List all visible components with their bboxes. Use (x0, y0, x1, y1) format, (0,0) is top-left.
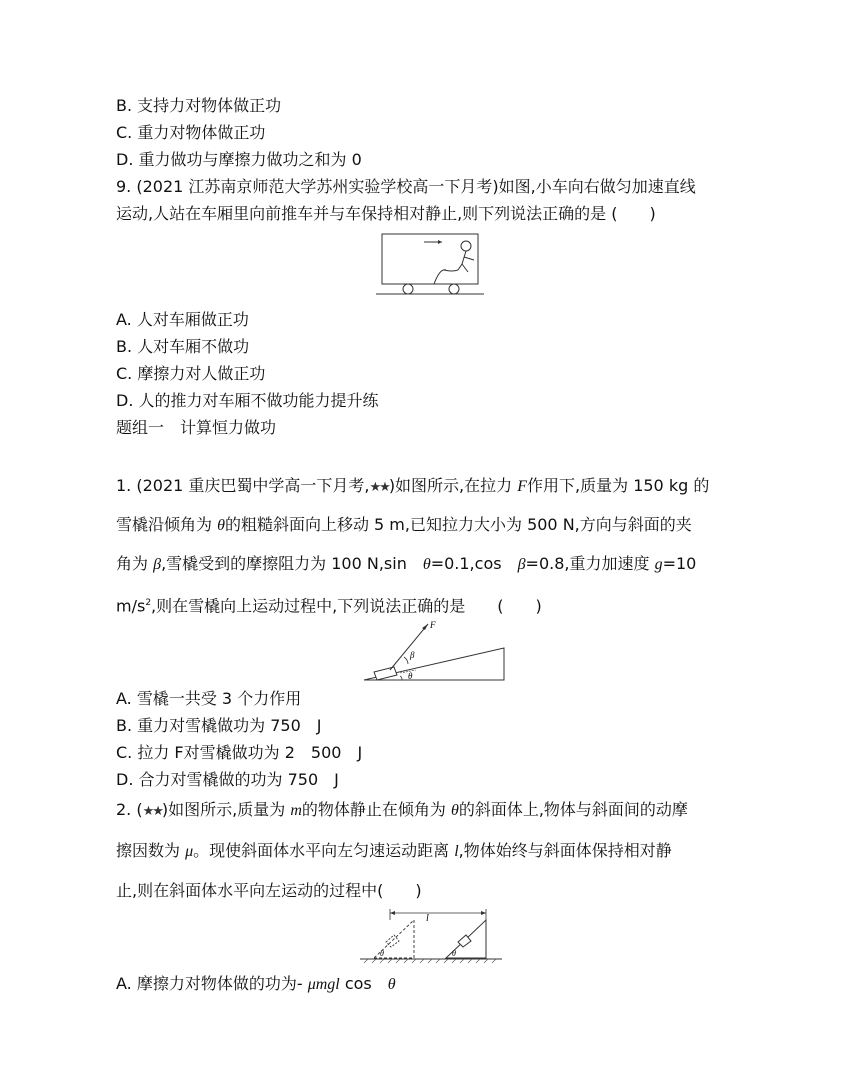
q9-option-c: C. 摩擦力对人做正功 (116, 364, 266, 383)
theta-label-dashed: θ (380, 949, 384, 958)
q2-stem-line3: 止,则在斜面体水平向左运动的过程中( ) (116, 881, 422, 900)
q1-stem-line4: $m/s^2$,则在雪橇向上运动过程中,下列说法正确的是 ( ) (116, 596, 542, 616)
q1-sled-incline-figure (360, 618, 510, 684)
q1-stem-line2: 雪橇沿倾角为 θ的粗糙斜面向上移动 5 m,已知拉力大小为 500 N,方向与斜面的夹 (116, 515, 692, 534)
q1-option-c: C. 拉力 F对雪橇做功为 2 500 J (116, 743, 363, 762)
q9-option-d: D. 人的推力对车厢不做功能力提升练 (116, 391, 379, 410)
theta-label-solid: θ (452, 949, 456, 958)
q1-option-b: B. 重力对雪橇做功为 750 J (116, 716, 322, 735)
q1-stem-line3: 角为 β,雪橇受到的摩擦阻力为 100 N,sin θ=0.1,cos β=0.8,重力加速度 g=10 (116, 554, 697, 573)
beta-label: β (410, 650, 415, 660)
difficulty-stars-icon: ★★ (142, 804, 162, 819)
q1-stem-line1: 1. (2021 重庆巴蜀中学高一下月考,★★)如图所示,在拉力 F作用下,质量为 150 kg 的 (116, 476, 709, 498)
option-b-prev: B. 支持力对物体做正功 (116, 96, 282, 115)
q9-stem-line1: 9. (2021 江苏南京师范大学苏州实验学校高一下月考)如图,小车向右做匀加速直线 (116, 177, 696, 196)
distance-label: l (426, 913, 429, 924)
theta-label: θ (408, 671, 413, 681)
q2-stem-line1: 2. (★★)如图所示,质量为 m的物体静止在倾角为 θ的斜面体上,物体与斜面间的动摩 (116, 800, 688, 822)
q2-option-a: A. 摩擦力对物体做的功为- μmgl cos θ (116, 974, 396, 993)
option-c-prev: C. 重力对物体做正功 (116, 123, 266, 142)
force-label: F (430, 620, 436, 630)
q1-option-d: D. 合力对雪橇做的功为 750 J (116, 770, 339, 789)
q2-stem-line2: 擦因数为 μ。现使斜面体水平向左匀速运动距离 l,物体始终与斜面体保持相对静 (116, 841, 672, 860)
q9-option-b: B. 人对车厢不做功 (116, 337, 250, 356)
q9-cart-figure (374, 230, 486, 298)
q1-option-a: A. 雪橇一共受 3 个力作用 (116, 689, 302, 708)
q9-stem-line2: 运动,人站在车厢里向前推车并与车保持相对静止,则下列说法正确的是 ( ) (116, 204, 656, 223)
q9-option-a: A. 人对车厢做正功 (116, 310, 249, 329)
option-d-prev: D. 重力做功与摩擦力做功之和为 0 (116, 150, 362, 169)
section-title: 题组一 计算恒力做功 (116, 418, 277, 437)
difficulty-stars-icon: ★★ (369, 480, 389, 495)
q2-wedge-figure (352, 906, 506, 968)
